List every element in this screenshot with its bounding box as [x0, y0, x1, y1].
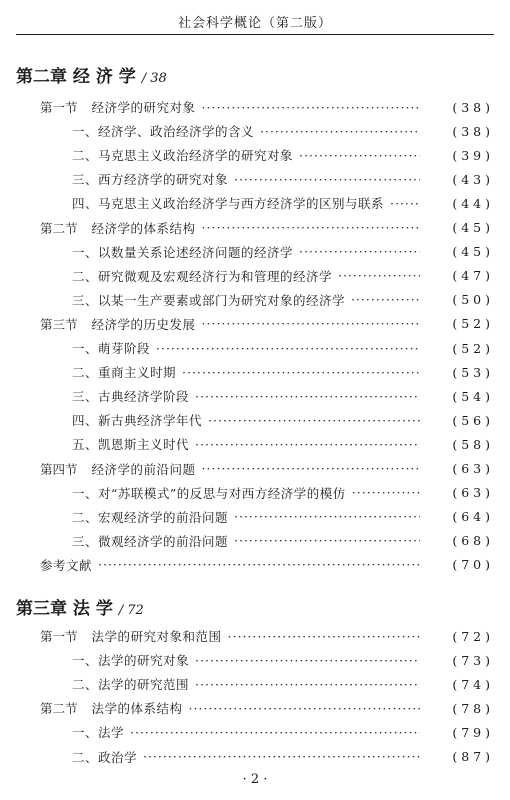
section-label: 第一节: [40, 100, 78, 115]
entry-title: 一、法学的研究对象: [72, 653, 190, 669]
toc-subsection-entry[interactable]: [0, 432, 510, 456]
header-rule: [16, 34, 494, 35]
chapter-title: 第二章 经 济 学: [16, 67, 136, 87]
entry-page-number: (50): [452, 292, 494, 308]
dot-leader: [98, 557, 420, 572]
entry-title: 二、法学的研究范围: [72, 677, 190, 693]
toc-subsection-entry[interactable]: [0, 360, 510, 384]
entry-title: 四、新古典经济学年代: [72, 413, 203, 429]
dot-leader: [195, 389, 420, 404]
entry-page-number: (78): [452, 700, 494, 716]
entry-page-number: (74): [452, 676, 494, 692]
toc-subsection-entry[interactable]: [0, 143, 510, 167]
entry-page-number: (64): [452, 509, 494, 525]
entry-page-number: (53): [452, 364, 494, 380]
entry-page-number: (72): [452, 628, 494, 644]
section-label: 第二节: [40, 701, 78, 717]
entry-page-number: (39): [452, 147, 494, 163]
entry-title: 二、马克思主义政治经济学的研究对象: [72, 148, 294, 164]
entry-page-number: (58): [452, 436, 494, 452]
entry-title: 三、微观经济学的前沿问题: [72, 533, 229, 549]
entry-title: 法学的研究对象和范围: [91, 629, 222, 644]
toc-section-entry[interactable]: [0, 95, 510, 119]
running-header: 社会科学概论（第二版）: [177, 16, 332, 31]
dot-leader: [234, 533, 420, 548]
entry-page-number: (43): [452, 171, 494, 187]
dot-leader: [195, 437, 420, 452]
entry-title: 经济学的体系结构: [91, 220, 196, 236]
toc-subsection-entry[interactable]: [0, 529, 510, 553]
entry-title: 二、宏观经济学的前沿问题: [72, 509, 229, 525]
chapter-title: 第三章 法 学: [16, 599, 113, 619]
entry-page-number: (54): [452, 388, 494, 404]
section-label: 第三节: [40, 316, 78, 332]
entry-page-number: (38): [452, 99, 494, 115]
chapter-heading[interactable]: [16, 62, 167, 87]
entry-title: 五、凯恩斯主义时代: [72, 437, 190, 453]
chapter-page: / 38: [141, 71, 167, 86]
entry-page-number: (47): [452, 268, 494, 284]
section-label: 第四节: [40, 461, 78, 477]
section-label: 第二节: [40, 220, 78, 236]
entry-page-number: (73): [452, 652, 494, 668]
page-number: · 2 ·: [242, 772, 268, 787]
toc-subsection-entry[interactable]: [0, 264, 510, 288]
toc-subsection-entry[interactable]: [0, 288, 510, 312]
dot-leader: [202, 100, 420, 115]
chapter-heading[interactable]: [16, 594, 144, 619]
entry-page-number: (87): [452, 749, 494, 764]
dot-leader: [130, 725, 420, 740]
entry-page-number: (45): [452, 244, 494, 260]
toc-section-entry[interactable]: [0, 624, 510, 648]
entry-page-number: (68): [452, 533, 494, 549]
dot-leader: [234, 509, 420, 524]
entry-title: 一、萌芽阶段: [72, 341, 151, 356]
dot-leader: [208, 413, 420, 428]
entry-page-number: (56): [452, 412, 494, 428]
entry-page-number: (70): [452, 557, 494, 573]
dot-leader: [390, 196, 420, 211]
toc-section-entry[interactable]: [0, 312, 510, 336]
toc-subsection-entry[interactable]: [0, 720, 510, 744]
entry-title: 二、政治学: [72, 749, 138, 765]
dot-leader: [299, 244, 420, 259]
dot-leader: [195, 653, 420, 668]
toc-subsection-entry[interactable]: [0, 384, 510, 408]
dot-leader: [352, 485, 420, 500]
dot-leader: [189, 701, 420, 716]
dot-leader: [260, 124, 420, 139]
entry-title: 经济学的研究对象: [91, 100, 196, 115]
entry-title: 法学的体系结构: [91, 701, 183, 717]
entry-title: 经济学的历史发展: [91, 316, 196, 332]
entry-page-number: (52): [452, 316, 494, 332]
dot-leader: [156, 341, 420, 356]
entry-title: 一、经济学、政治经济学的含义: [72, 124, 255, 140]
dot-leader: [338, 268, 420, 283]
entry-title: 二、研究微观及宏观经济行为和管理的经济学: [72, 268, 333, 284]
entry-page-number: (79): [452, 724, 494, 740]
entry-page-number: (63): [452, 461, 494, 476]
dot-leader: [351, 292, 420, 307]
entry-page-number: (52): [452, 340, 494, 356]
entry-page-number: (38): [452, 123, 494, 139]
toc-subsection-entry[interactable]: [0, 648, 510, 672]
dot-leader: [182, 365, 420, 380]
entry-page-number: (44): [452, 195, 494, 211]
dot-leader: [195, 677, 420, 692]
toc-subsection-entry[interactable]: [0, 240, 510, 264]
toc-subsection-entry[interactable]: [0, 481, 510, 505]
toc-subsection-entry[interactable]: [0, 745, 510, 769]
dot-leader: [299, 148, 420, 163]
toc-subsection-entry[interactable]: [0, 672, 510, 696]
entry-title: 二、重商主义时期: [72, 365, 177, 381]
dot-leader: [143, 749, 420, 764]
toc-section-entry[interactable]: [0, 553, 510, 577]
entry-title: 四、马克思主义政治经济学与西方经济学的区别与联系: [72, 196, 385, 212]
chapter-page: / 72: [118, 603, 144, 618]
entry-page-number: (63): [452, 485, 494, 501]
entry-title: 一、以数量关系论述经济问题的经济学: [72, 244, 294, 260]
entry-title: 一、法学: [72, 725, 125, 741]
entry-title: 三、西方经济学的研究对象: [72, 172, 229, 188]
toc-subsection-entry[interactable]: [0, 119, 510, 143]
entry-title: 参考文献: [40, 557, 93, 573]
toc-section-entry[interactable]: [0, 216, 510, 240]
toc-subsection-entry[interactable]: [0, 505, 510, 529]
toc-subsection-entry[interactable]: [0, 167, 510, 191]
toc-subsection-entry[interactable]: [0, 191, 510, 215]
entry-title: 经济学的前沿问题: [91, 461, 196, 477]
toc-subsection-entry[interactable]: [0, 408, 510, 432]
dot-leader: [234, 172, 420, 187]
dot-leader: [202, 316, 420, 331]
entry-title: 三、以某一生产要素或部门为研究对象的经济学: [72, 292, 346, 308]
toc-section-entry[interactable]: [0, 457, 510, 481]
dot-leader: [228, 629, 420, 644]
dot-leader: [202, 220, 420, 235]
entry-title: 一、对“苏联模式”的反思与对西方经济学的模仿: [72, 485, 346, 501]
entry-title: 三、古典经济学阶段: [72, 389, 190, 405]
dot-leader: [202, 461, 420, 476]
entry-page-number: (45): [452, 220, 494, 235]
toc-subsection-entry[interactable]: [0, 336, 510, 360]
toc-section-entry[interactable]: [0, 696, 510, 720]
section-label: 第一节: [40, 629, 78, 644]
